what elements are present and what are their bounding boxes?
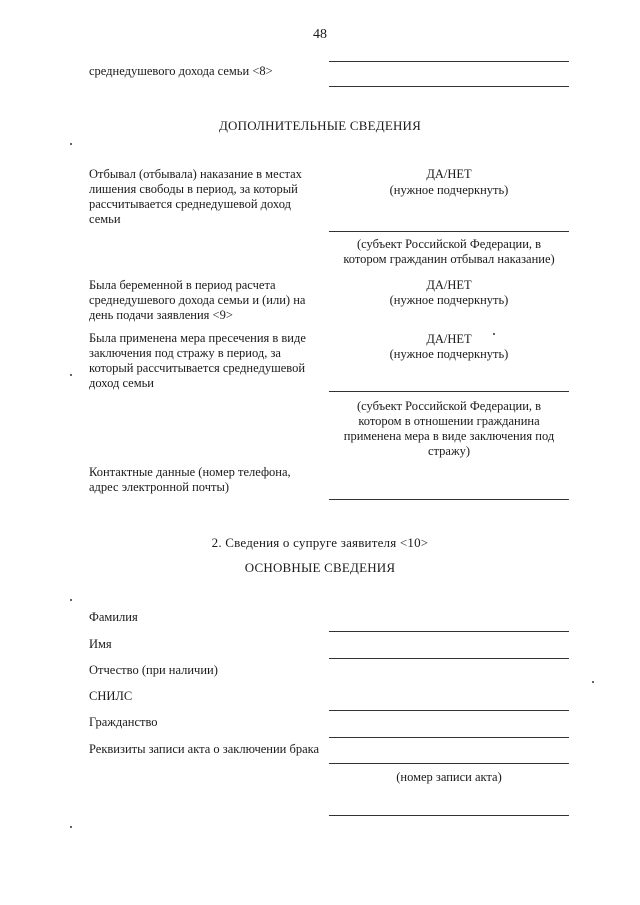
marriage-record-input-line[interactable] xyxy=(329,763,569,764)
income-input-line-2[interactable] xyxy=(329,86,569,87)
scan-dot xyxy=(70,599,72,601)
imprisonment-hint: (нужное подчеркнуть) xyxy=(389,183,509,197)
detention-hint: (нужное подчеркнуть) xyxy=(389,347,509,361)
citizenship-label: Гражданство xyxy=(89,715,158,729)
imprisonment-subject-note: (субъект Российской Федерации, в котором гражданин отбывал наказание) xyxy=(343,237,555,266)
contacts-label: Контактные данные (номер телефона, адрес электронной почты) xyxy=(89,465,291,494)
imprisonment-question: Отбывал (отбывала) наказание в местах лишения свободы в период, за который рассчитывается среднедушевой доход семьи xyxy=(89,167,302,226)
basic-info-heading: ОСНОВНЫЕ СВЕДЕНИЯ xyxy=(244,560,396,575)
page-number: 48 xyxy=(313,27,327,42)
imprisonment-yes-no[interactable]: ДА/НЕТ xyxy=(426,167,472,181)
patronymic-label: Отчество (при наличии) xyxy=(89,663,218,677)
name-input-line[interactable] xyxy=(329,658,569,659)
detention-subject-note: (субъект Российской Федерации, в котором в отношении гражданина применена мера в виде заключения под стражу) xyxy=(343,399,555,458)
pregnancy-hint: (нужное подчеркнуть) xyxy=(389,293,509,307)
record-number-note: (номер записи акта) xyxy=(396,770,502,784)
marriage-record-label: Реквизиты записи акта о заключении брака xyxy=(89,742,320,756)
scan-dot xyxy=(70,143,72,145)
snils-input-line[interactable] xyxy=(329,710,569,711)
surname-label: Фамилия xyxy=(89,610,138,624)
scan-dot xyxy=(592,681,594,683)
scan-dot xyxy=(70,374,72,376)
imprisonment-subject-line[interactable] xyxy=(329,231,569,232)
surname-input-line[interactable] xyxy=(329,631,569,632)
pregnancy-question: Была беременной в период расчета среднедушевого дохода семьи и (или) на день подачи заявления <9> xyxy=(89,278,306,322)
detention-yes-no[interactable]: ДА/НЕТ xyxy=(426,332,472,346)
income-input-line-1[interactable] xyxy=(329,61,569,62)
detention-question: Была применена мера пресечения в виде заключения под стражу в период, за который рассчитывается среднедушевой доход семьи xyxy=(89,331,306,390)
scan-dot xyxy=(493,333,495,335)
snils-label: СНИЛС xyxy=(89,689,133,703)
income-label: среднедушевого дохода семьи <8> xyxy=(89,64,273,78)
marriage-record-extra-line[interactable] xyxy=(329,815,569,816)
additional-info-heading: ДОПОЛНИТЕЛЬНЫЕ СВЕДЕНИЯ xyxy=(218,118,422,133)
scan-dot xyxy=(70,826,72,828)
spouse-section-title: 2. Сведения о супруге заявителя <10> xyxy=(211,535,429,550)
detention-subject-line[interactable] xyxy=(329,391,569,392)
citizenship-input-line[interactable] xyxy=(329,737,569,738)
contacts-input-line[interactable] xyxy=(329,499,569,500)
name-label: Имя xyxy=(89,637,112,651)
pregnancy-yes-no[interactable]: ДА/НЕТ xyxy=(426,278,472,292)
